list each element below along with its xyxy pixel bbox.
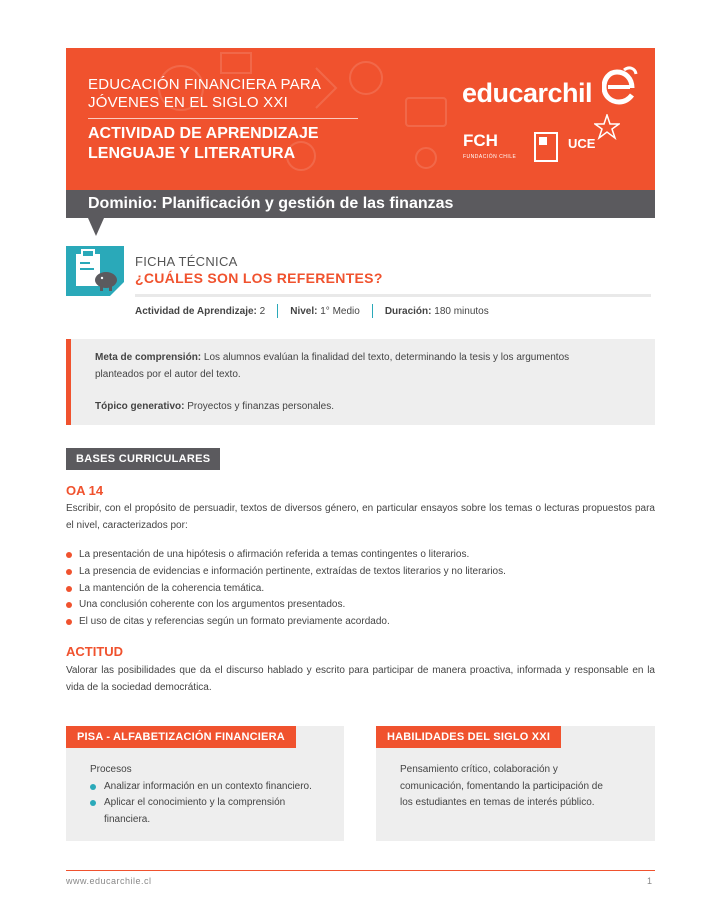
actitud-text: Valorar las posibilidades que da el discurso hablado y escrito para participar de manera proactiva, informada y responsable en la vida de la sociedad democrática.	[66, 665, 655, 693]
meta-separator	[372, 304, 373, 318]
habilidades-line-1: Pensamiento crítico, colaboración y	[400, 764, 558, 775]
pisa-content	[90, 762, 312, 828]
footer-divider	[66, 870, 655, 871]
habilidades-box	[376, 726, 655, 841]
comprehension-goal-text: Los alumnos evalúan la finalidad del texto, determinando la tesis y los argumentos	[203, 352, 570, 363]
list-item: La presentación de una hipótesis o afirmación referida a temas contingentes o literarios.	[66, 547, 655, 564]
habilidades-content	[400, 762, 603, 812]
activity-meta	[135, 304, 489, 318]
supertitle-line-2: JÓVENES EN EL SIGLO XXI	[88, 94, 288, 111]
comprehension-goal-text-2: planteados por el autor del texto.	[95, 369, 241, 380]
fch-logo	[463, 132, 516, 166]
pisa-tag: PISA - ALFABETIZACIÓN FINANCIERA	[66, 726, 296, 748]
learning-goal-box	[66, 339, 655, 425]
domain-bar-pointer	[88, 218, 104, 236]
meta-activity-value: 2	[259, 305, 266, 317]
oa-text: Escribir, con el propósito de persuadir, textos de diversos género, en particular ensayos sobre los temas o lecturas propuestos para el nivel, caracterizados por:	[66, 503, 655, 531]
generative-topic-text: Proyectos y finanzas personales.	[187, 401, 334, 412]
header-banner	[66, 48, 655, 190]
comprehension-goal	[95, 349, 655, 383]
meta-activity-label: Actividad de Aprendizaje:	[135, 305, 257, 317]
oa-title: OA 14	[66, 483, 104, 498]
educarchile-logo[interactable]: educarchil	[462, 78, 593, 108]
habilidades-line-2: comunicación, fomentando la participación de	[400, 780, 603, 792]
fch-logo-subtext: FUNDACIÓN CHILE	[463, 154, 517, 160]
title-line-1: ACTIVIDAD DE APRENDIZAJE	[88, 125, 319, 142]
educarchile-e-icon	[602, 66, 638, 106]
habilidades-tag: HABILIDADES DEL SIGLO XXI	[376, 726, 561, 748]
star-logo-icon	[594, 114, 620, 140]
fch-logo-text: FCH	[463, 131, 498, 150]
ficha-icon-block	[66, 246, 124, 296]
habilidades-line-3: los estudiantes en temas de interés público.	[400, 797, 595, 808]
list-item: El uso de citas y referencias según un formato previamente acordado.	[66, 614, 655, 631]
ficha-divider	[135, 294, 651, 297]
list-item: La mantención de la coherencia temática.	[66, 581, 655, 598]
header-supertitle	[88, 76, 321, 112]
meta-duration-label: Duración:	[384, 305, 432, 317]
pisa-list	[90, 779, 312, 829]
meta-duration	[385, 306, 489, 317]
comprehension-goal-label: Meta de comprensión:	[95, 352, 202, 363]
meta-activity	[135, 306, 265, 317]
list-item: Analizar información en un contexto financiero.	[90, 779, 312, 796]
pisa-box	[66, 726, 344, 841]
meta-duration-value: 180 minutos	[434, 305, 489, 317]
finance-doodles-icon	[66, 48, 655, 190]
bases-curriculares-tag: BASES CURRICULARES	[66, 448, 220, 470]
meta-level	[290, 306, 360, 317]
page-number: 1	[647, 876, 653, 886]
header-title	[88, 124, 319, 164]
supertitle-line-1: EDUCACIÓN FINANCIERA PARA	[88, 76, 322, 93]
title-line-2: LENGUAJE Y LITERATURA	[88, 145, 296, 162]
domain-bar: Dominio: Planificación y gestión de las finanzas	[66, 190, 655, 218]
meta-level-label: Nivel:	[290, 305, 318, 317]
meta-level-value: 1° Medio	[320, 305, 360, 317]
actitud-title: ACTITUD	[66, 644, 124, 659]
pisa-subtitle: Procesos	[90, 764, 132, 775]
header-divider-top	[88, 118, 358, 119]
list-item: Una conclusión coherente con los argumentos presentados.	[66, 597, 655, 614]
generative-topic	[95, 398, 655, 415]
government-logo-icon	[534, 132, 558, 162]
generative-topic-label: Tópico generativo:	[95, 401, 185, 412]
list-item: La presencia de evidencias e información pertinente, extraídas de textos literarios y no literarios.	[66, 564, 655, 581]
ficha-label: FICHA TÉCNICA	[135, 254, 238, 269]
meta-separator	[277, 304, 278, 318]
footer-url-link[interactable]: www.educarchile.cl	[66, 876, 152, 886]
uce-logo-text: UCE	[568, 136, 596, 151]
oa-criteria-list	[66, 547, 655, 631]
uce-logo	[568, 136, 595, 151]
list-item: Aplicar el conocimiento y la comprensión financiera.	[90, 795, 300, 828]
clipboard-piggybank-icon	[66, 246, 124, 296]
ficha-title: ¿CUÁLES SON LOS REFERENTES?	[135, 270, 383, 286]
